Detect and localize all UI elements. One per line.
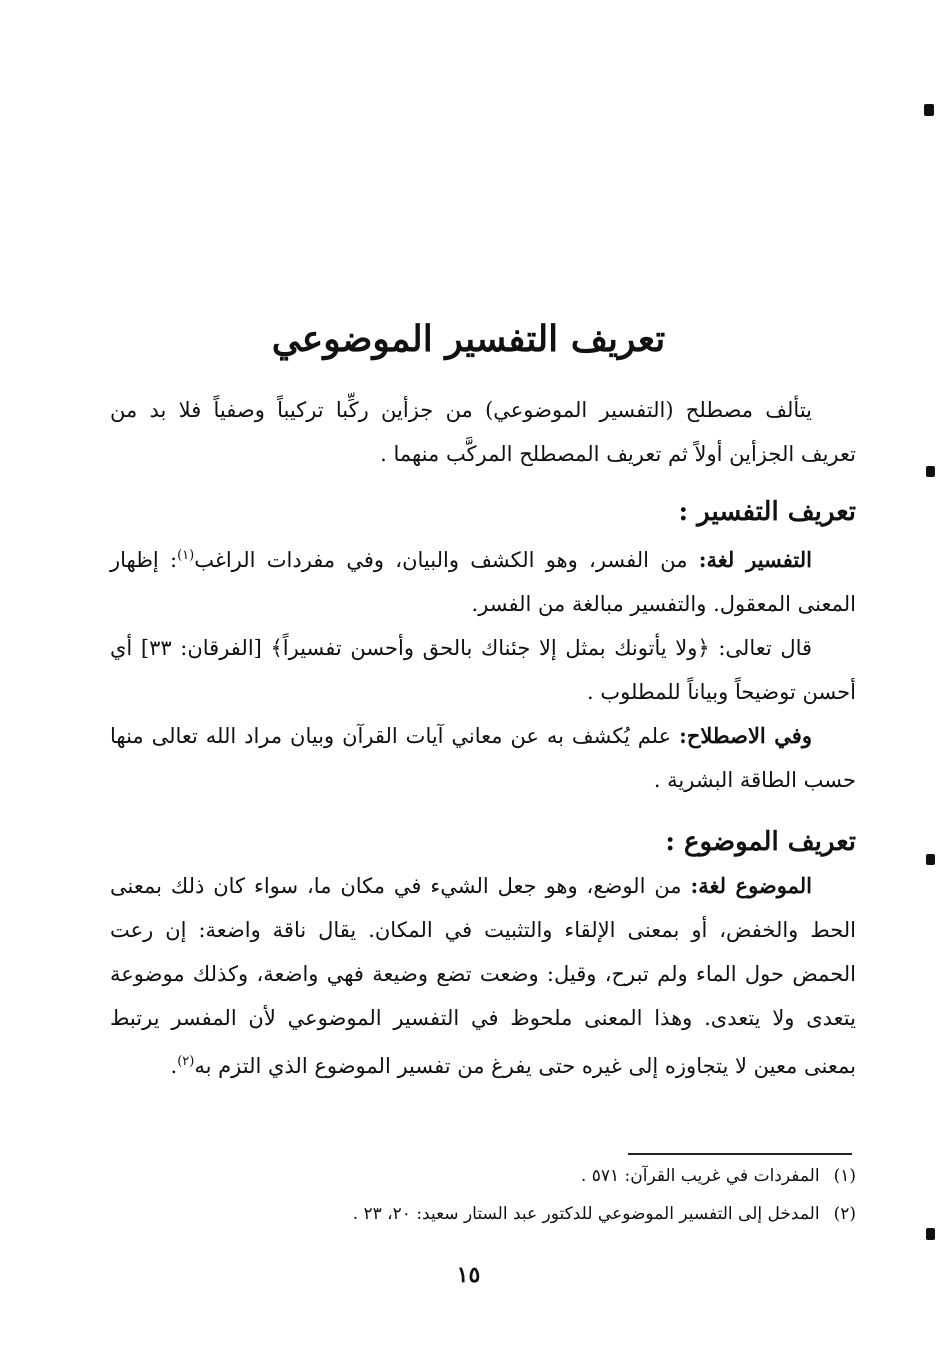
tafsir-linguistic-paragraph (110, 534, 856, 626)
page-title: تعريف التفسير الموضوعي (271, 318, 666, 360)
tafsir-technical-text: علم يُكشف به عن معاني آيات القرآن وبيان مراد الله تعالى منها حسب الطاقة البشرية . (110, 724, 856, 792)
mawdu-linguistic-label: الموضوع لغة: (690, 873, 812, 898)
footnote-ref-2: (٢) (177, 1054, 195, 1069)
mawdu-linguistic-text: من الوضع، وهو جعل الشيء في مكان ما، سواء كان ذلك بمعنى الحط والخفض، أو بمعنى الإلقاء والتثبيت في المكان. يقال ناقة واضعة: إن رعت الحمض حول الماء ولم تبرح، وقيل: وضعت تضع وضيعة فهي واضعة، وكذلك موضوعة يتعدى ولا يتعدى. وهذا المعنى ملحوظ في التفسير الموضوعي لأن المفسر يرتبط بمعنى معين لا يتجاوزه إلى غيره حتى يفرغ من تفسير الموضوع الذي التزم به (110, 874, 856, 1078)
footnote-1 (110, 1166, 856, 1186)
scan-mark-2 (926, 466, 935, 477)
quran-verse-paragraph: قال تعالى: ﴿ولا يأتونك بمثل إلا جئناك بالحق وأحسن تفسيراً﴾ [الفرقان: ٣٣] أي أحسن توضيحاً وبياناً للمطلوب . (110, 636, 856, 704)
section-mawdu (110, 820, 856, 1088)
tafsir-linguistic-end: : إظهار المعنى المعقول. والتفسير مبالغة من الفسر. (110, 548, 856, 616)
section-heading-tafsir: تعريف التفسير : (678, 497, 856, 527)
section-tafsir (110, 490, 856, 802)
footnote-2-text: المدخل إلى التفسير الموضوعي للدكتور عبد الستار سعيد: ٢٠، ٢٣ . (352, 1204, 820, 1224)
scan-mark-1 (924, 104, 934, 116)
intro-line-1: يتألف مصطلح (التفسير الموضوعي) من جزأين ركِّبا تركيباً وصفياً فلا بد من (110, 398, 812, 422)
intro-line-2: تعريف الجزأين أولاً ثم تعريف المصطلح المركَّب منهما . (380, 442, 856, 466)
tafsir-technical-label: وفي الاصطلاح: (679, 723, 812, 748)
scan-mark-4 (926, 1228, 935, 1240)
intro-paragraph (110, 388, 856, 476)
tafsir-technical-paragraph (110, 714, 856, 802)
tafsir-linguistic-text: من الفسر، وهو الكشف والبيان، وفي مفردات الراغب (194, 548, 699, 572)
footnote-ref-1: (١) (177, 548, 195, 563)
footnote-separator (628, 1153, 852, 1155)
mawdu-linguistic-end: . (170, 1054, 178, 1078)
page-number: ١٥ (456, 1262, 481, 1288)
footnote-2-number: (٢) (833, 1204, 856, 1224)
footnote-2 (110, 1204, 856, 1224)
mawdu-linguistic-paragraph (110, 864, 856, 1088)
footnote-1-text: المفردات في غريب القرآن: ٥٧١ . (580, 1166, 820, 1186)
section-heading-mawdu: تعريف الموضوع : (665, 827, 856, 857)
footnote-1-number: (١) (833, 1166, 856, 1186)
scan-mark-3 (926, 854, 935, 865)
tafsir-linguistic-label: التفسير لغة: (698, 547, 812, 572)
